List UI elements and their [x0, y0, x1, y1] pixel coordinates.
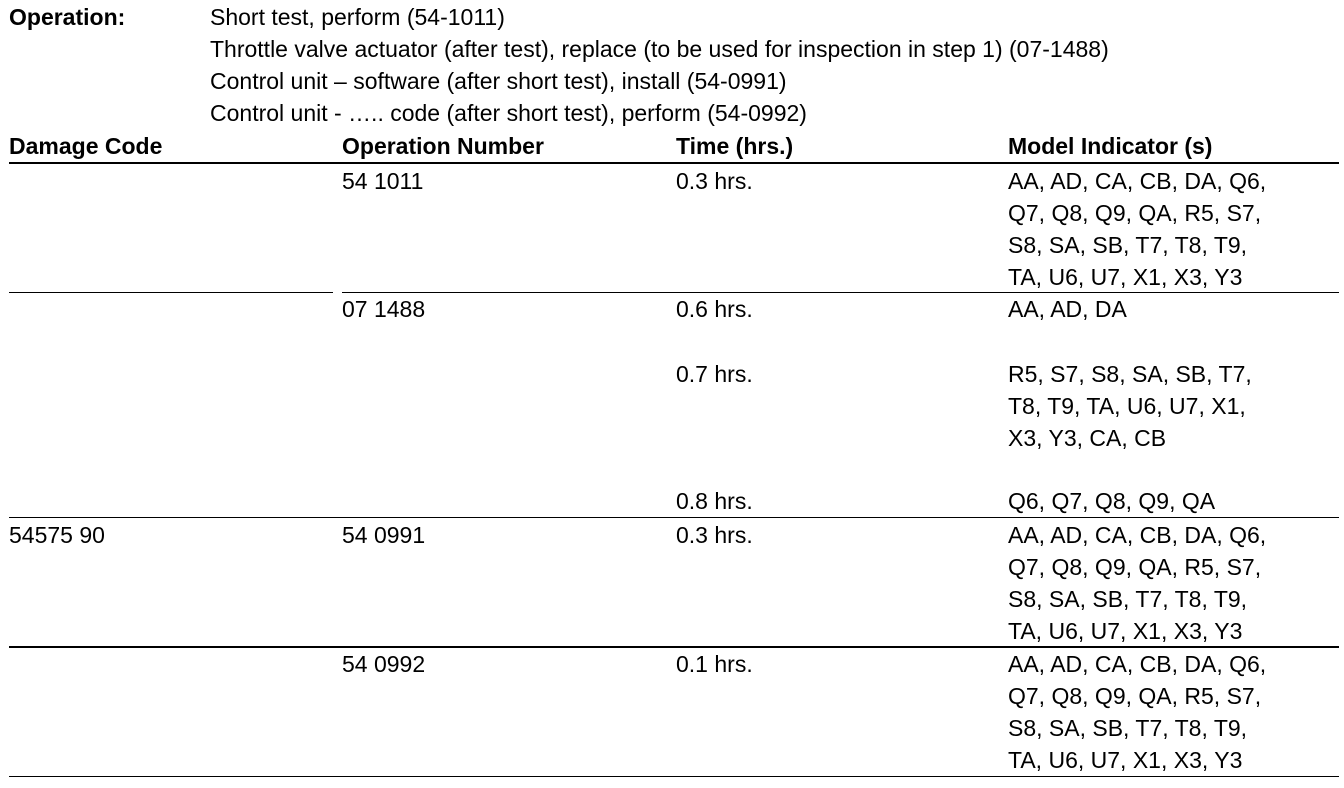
row-divider — [342, 292, 1339, 293]
operation-line: Throttle valve actuator (after test), replace (to be used for inspection in step 1) (07-1488) — [210, 36, 1109, 62]
model-line: T8, T9, TA, U6, U7, X1, — [1008, 393, 1246, 419]
model-line: S8, SA, SB, T7, T8, T9, — [1008, 715, 1248, 741]
time-cell: 0.8 hrs. — [676, 488, 753, 514]
operation-lines — [210, 1, 1109, 129]
operation-number-cell: 54 0992 — [342, 651, 426, 677]
model-line: S8, SA, SB, T7, T8, T9, — [1008, 586, 1248, 612]
operation-number-cell: 54 1011 — [342, 168, 424, 194]
model-line: AA, AD, CA, CB, DA, Q6, — [1008, 651, 1267, 677]
row-divider — [9, 292, 333, 293]
damage-code-cell: 54575 90 — [9, 522, 105, 548]
model-line: Q7, Q8, Q9, QA, R5, S7, — [1008, 683, 1262, 709]
model-line: AA, AD, DA — [1008, 296, 1127, 322]
model-line: S8, SA, SB, T7, T8, T9, — [1008, 232, 1248, 258]
time-cell: 0.6 hrs. — [676, 296, 753, 322]
table-bottom-rule — [9, 776, 1339, 777]
model-indicator-cell — [1008, 648, 1266, 776]
header-time: Time (hrs.) — [676, 133, 794, 159]
model-line: Q7, Q8, Q9, QA, R5, S7, — [1008, 554, 1262, 580]
operation-line: Control unit - ….. code (after short test), perform (54-0992) — [210, 100, 807, 126]
operation-number-cell: 07 1488 — [342, 296, 426, 322]
model-line: X3, Y3, CA, CB — [1008, 425, 1167, 451]
table-header — [9, 130, 1339, 164]
time-cell: 0.3 hrs. — [676, 168, 753, 194]
model-line: TA, U6, U7, X1, X3, Y3 — [1008, 747, 1243, 773]
operation-label: Operation: — [9, 4, 126, 30]
model-line: Q7, Q8, Q9, QA, R5, S7, — [1008, 200, 1262, 226]
time-cell: 0.7 hrs. — [676, 361, 753, 387]
model-indicator-cell — [1008, 165, 1266, 293]
header-operation-number: Operation Number — [342, 133, 544, 159]
header-model-indicator: Model Indicator (s) — [1008, 133, 1213, 159]
model-line: TA, U6, U7, X1, X3, Y3 — [1008, 618, 1243, 644]
operation-line: Short test, perform (54-1011) — [210, 4, 505, 30]
time-cell: 0.1 hrs. — [676, 651, 753, 677]
time-cell: 0.3 hrs. — [676, 522, 753, 548]
model-indicator-cell — [1008, 358, 1252, 454]
model-line: TA, U6, U7, X1, X3, Y3 — [1008, 264, 1243, 290]
model-indicator-cell — [1008, 485, 1215, 517]
header-damage-code: Damage Code — [9, 133, 163, 159]
model-indicator-cell — [1008, 519, 1266, 647]
operation-number-cell: 54 0991 — [342, 522, 426, 548]
row-divider — [9, 517, 1339, 518]
model-line: R5, S7, S8, SA, SB, T7, — [1008, 361, 1252, 387]
model-indicator-cell — [1008, 293, 1127, 325]
model-line: Q6, Q7, Q8, Q9, QA — [1008, 488, 1216, 514]
operation-line: Control unit – software (after short test), install (54-0991) — [210, 68, 787, 94]
model-line: AA, AD, CA, CB, DA, Q6, — [1008, 168, 1267, 194]
model-line: AA, AD, CA, CB, DA, Q6, — [1008, 522, 1267, 548]
